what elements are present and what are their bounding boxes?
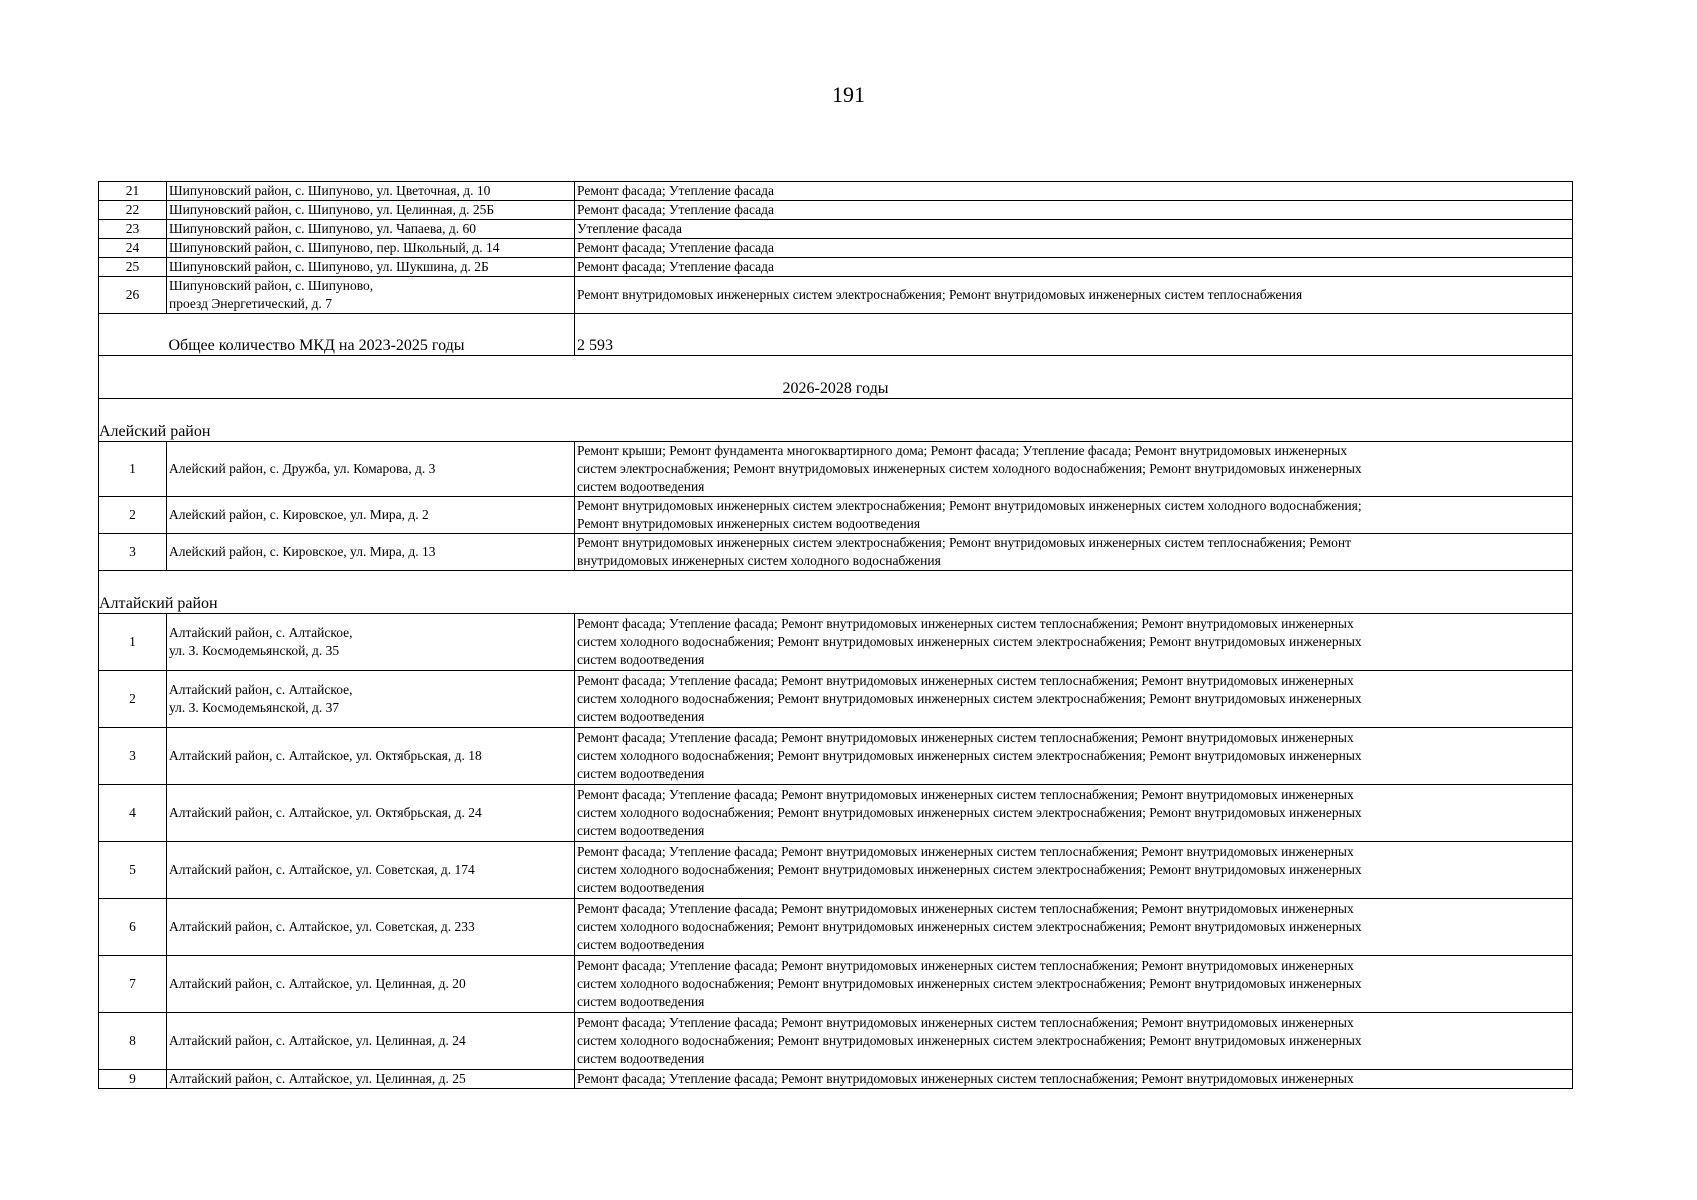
- address-line: ул. З. Космодемьянской, д. 35: [169, 643, 340, 658]
- works-line: систем холодного водоснабжения; Ремонт внутридомовых инженерных систем электроснабжения; Ремонт внутридомовых инженерных: [577, 805, 1362, 820]
- table-row: [99, 201, 1573, 220]
- row-address: Алейский район, с. Кировское, ул. Мира, д. 2: [167, 497, 575, 534]
- total-value: 2 593: [575, 314, 1573, 356]
- row-works: [575, 614, 1573, 671]
- row-number: 23: [99, 220, 167, 239]
- works-line: систем водоотведения: [577, 1051, 705, 1066]
- works-line: систем холодного водоснабжения; Ремонт внутридомовых инженерных систем электроснабжения; Ремонт внутридомовых инженерных: [577, 691, 1362, 706]
- row-address: Алтайский район, с. Алтайское, ул. Целинная, д. 20: [167, 956, 575, 1013]
- row-number: 21: [99, 182, 167, 201]
- row-number: 6: [99, 899, 167, 956]
- row-works: [575, 534, 1573, 571]
- row-works: [575, 1013, 1573, 1070]
- works-line: систем холодного водоснабжения; Ремонт внутридомовых инженерных систем электроснабжения; Ремонт внутридомовых инженерных: [577, 862, 1362, 877]
- housing-repair-table: [98, 181, 1573, 1089]
- total-row: [99, 314, 1573, 356]
- row-number: 2: [99, 497, 167, 534]
- row-number: 1: [99, 614, 167, 671]
- row-address: Алтайский район, с. Алтайское, ул. Целинная, д. 25: [167, 1070, 575, 1089]
- works-line: систем водоотведения: [577, 766, 705, 781]
- row-works: [575, 785, 1573, 842]
- table-row: [99, 277, 1573, 314]
- table-row: [99, 1070, 1573, 1089]
- row-address: Алейский район, с. Кировское, ул. Мира, д. 13: [167, 534, 575, 571]
- table-row: [99, 220, 1573, 239]
- row-number: 2: [99, 671, 167, 728]
- total-label: Общее количество МКД на 2023-2025 годы: [167, 314, 575, 356]
- row-works: Ремонт фасада; Утепление фасада: [575, 239, 1573, 258]
- works-line: Ремонт внутридомовых инженерных систем электроснабжения; Ремонт внутридомовых инженерных систем холодного водоснабжения;: [577, 498, 1362, 513]
- works-line: систем электроснабжения; Ремонт внутридомовых инженерных систем холодного водоснабжения; Ремонт внутридомовых инженерных: [577, 461, 1362, 476]
- works-line: систем холодного водоснабжения; Ремонт внутридомовых инженерных систем электроснабжения; Ремонт внутридомовых инженерных: [577, 976, 1362, 991]
- row-works: [575, 956, 1573, 1013]
- row-address: Шипуновский район, с. Шипуново, ул. Целинная, д. 25Б: [167, 201, 575, 220]
- works-line: внутридомовых инженерных систем холодного водоснабжения: [577, 553, 941, 568]
- works-line: Ремонт фасада; Утепление фасада; Ремонт внутридомовых инженерных систем теплоснабжения; Ремонт внутридомовых инженерных: [577, 844, 1354, 859]
- works-line: систем водоотведения: [577, 994, 705, 1009]
- row-works: [575, 842, 1573, 899]
- works-line: Ремонт фасада; Утепление фасада; Ремонт внутридомовых инженерных систем теплоснабжения; Ремонт внутридомовых инженерных: [577, 958, 1354, 973]
- works-line: систем водоотведения: [577, 709, 705, 724]
- row-address: Шипуновский район, с. Шипуново, пер. Школьный, д. 14: [167, 239, 575, 258]
- table-row: [99, 842, 1573, 899]
- period-row: [99, 356, 1573, 399]
- row-number: 25: [99, 258, 167, 277]
- row-address: [167, 614, 575, 671]
- works-line: Ремонт фасада; Утепление фасада; Ремонт внутридомовых инженерных систем теплоснабжения; Ремонт внутридомовых инженерных: [577, 901, 1354, 916]
- table-row: [99, 899, 1573, 956]
- row-address: Алтайский район, с. Алтайское, ул. Целинная, д. 24: [167, 1013, 575, 1070]
- table-row: [99, 956, 1573, 1013]
- row-number: 4: [99, 785, 167, 842]
- row-works: [575, 671, 1573, 728]
- works-line: Ремонт крыши; Ремонт фундамента многоквартирного дома; Ремонт фасада; Утепление фасада; Ремонт внутридомовых инженерных: [577, 443, 1348, 458]
- address-line: ул. З. Космодемьянской, д. 37: [169, 700, 340, 715]
- period-heading: 2026-2028 годы: [99, 356, 1573, 399]
- row-number: 7: [99, 956, 167, 1013]
- works-line: систем холодного водоснабжения; Ремонт внутридомовых инженерных систем электроснабжения; Ремонт внутридомовых инженерных: [577, 748, 1362, 763]
- works-line: Ремонт фасада; Утепление фасада; Ремонт внутридомовых инженерных систем теплоснабжения; Ремонт внутридомовых инженерных: [577, 730, 1354, 745]
- district-row: [99, 399, 1573, 442]
- works-line: систем холодного водоснабжения; Ремонт внутридомовых инженерных систем электроснабжения; Ремонт внутридомовых инженерных: [577, 919, 1362, 934]
- row-address: [167, 277, 575, 314]
- address-line: проезд Энергетический, д. 7: [169, 296, 332, 311]
- row-address: Шипуновский район, с. Шипуново, ул. Чапаева, д. 60: [167, 220, 575, 239]
- row-works: Ремонт внутридомовых инженерных систем электроснабжения; Ремонт внутридомовых инженерных систем теплоснабжения: [575, 277, 1573, 314]
- works-line: систем водоотведения: [577, 823, 705, 838]
- works-line: систем водоотведения: [577, 479, 705, 494]
- row-number: 3: [99, 728, 167, 785]
- works-line: Ремонт внутридомовых инженерных систем водоотведения: [577, 516, 921, 531]
- works-line: Ремонт фасада; Утепление фасада; Ремонт внутридомовых инженерных систем теплоснабжения; Ремонт внутридомовых инженерных: [577, 673, 1354, 688]
- row-address: [167, 671, 575, 728]
- row-works: [575, 497, 1573, 534]
- row-number: 1: [99, 442, 167, 497]
- address-line: Алтайский район, с. Алтайское,: [169, 625, 353, 640]
- works-line: систем водоотведения: [577, 937, 705, 952]
- table-row: [99, 442, 1573, 497]
- works-line: систем холодного водоснабжения; Ремонт внутридомовых инженерных систем электроснабжения; Ремонт внутридомовых инженерных: [577, 634, 1362, 649]
- works-line: систем холодного водоснабжения; Ремонт внутридомовых инженерных систем электроснабжения; Ремонт внутридомовых инженерных: [577, 1033, 1362, 1048]
- row-number: 9: [99, 1070, 167, 1089]
- works-line: систем водоотведения: [577, 652, 705, 667]
- row-works: Ремонт фасада; Утепление фасада: [575, 258, 1573, 277]
- district-heading: Алтайский район: [99, 571, 1573, 614]
- row-works: [575, 728, 1573, 785]
- row-address: Алейский район, с. Дружба, ул. Комарова, д. 3: [167, 442, 575, 497]
- address-line: Алтайский район, с. Алтайское,: [169, 682, 353, 697]
- row-number: 8: [99, 1013, 167, 1070]
- table-row: [99, 1013, 1573, 1070]
- table-row: [99, 497, 1573, 534]
- total-spacer: [99, 314, 167, 356]
- page-number: 191: [832, 82, 865, 107]
- works-line: Ремонт внутридомовых инженерных систем электроснабжения; Ремонт внутридомовых инженерных систем теплоснабжения; Ремонт: [577, 535, 1352, 550]
- row-works: Ремонт фасада; Утепление фасада: [575, 182, 1573, 201]
- row-number: 26: [99, 277, 167, 314]
- row-works: [575, 899, 1573, 956]
- district-row: [99, 571, 1573, 614]
- row-number: 24: [99, 239, 167, 258]
- district-heading: Алейский район: [99, 399, 1573, 442]
- row-works: Утепление фасада: [575, 220, 1573, 239]
- row-number: 22: [99, 201, 167, 220]
- table-row: [99, 239, 1573, 258]
- row-address: Алтайский район, с. Алтайское, ул. Советская, д. 174: [167, 842, 575, 899]
- row-works: Ремонт фасада; Утепление фасада; Ремонт внутридомовых инженерных систем теплоснабжения; Ремонт внутридомовых инженерных: [575, 1070, 1573, 1089]
- row-works: [575, 442, 1573, 497]
- row-works: Ремонт фасада; Утепление фасада: [575, 201, 1573, 220]
- works-line: Ремонт фасада; Утепление фасада; Ремонт внутридомовых инженерных систем теплоснабжения; Ремонт внутридомовых инженерных: [577, 616, 1354, 631]
- works-line: систем водоотведения: [577, 880, 705, 895]
- row-number: 5: [99, 842, 167, 899]
- row-address: Шипуновский район, с. Шипуново, ул. Цветочная, д. 10: [167, 182, 575, 201]
- table-row: [99, 785, 1573, 842]
- row-address: Алтайский район, с. Алтайское, ул. Октябрьская, д. 24: [167, 785, 575, 842]
- table-row: [99, 614, 1573, 671]
- address-line: Шипуновский район, с. Шипуново,: [169, 278, 374, 293]
- table-row: [99, 671, 1573, 728]
- row-address: Шипуновский район, с. Шипуново, ул. Шукшина, д. 2Б: [167, 258, 575, 277]
- table-row: [99, 258, 1573, 277]
- table-row: [99, 182, 1573, 201]
- row-number: 3: [99, 534, 167, 571]
- works-line: Ремонт фасада; Утепление фасада; Ремонт внутридомовых инженерных систем теплоснабжения; Ремонт внутридомовых инженерных: [577, 787, 1354, 802]
- table-row: [99, 728, 1573, 785]
- works-line: Ремонт фасада; Утепление фасада; Ремонт внутридомовых инженерных систем теплоснабжения; Ремонт внутридомовых инженерных: [577, 1015, 1354, 1030]
- row-address: Алтайский район, с. Алтайское, ул. Октябрьская, д. 18: [167, 728, 575, 785]
- table-row: [99, 534, 1573, 571]
- row-address: Алтайский район, с. Алтайское, ул. Советская, д. 233: [167, 899, 575, 956]
